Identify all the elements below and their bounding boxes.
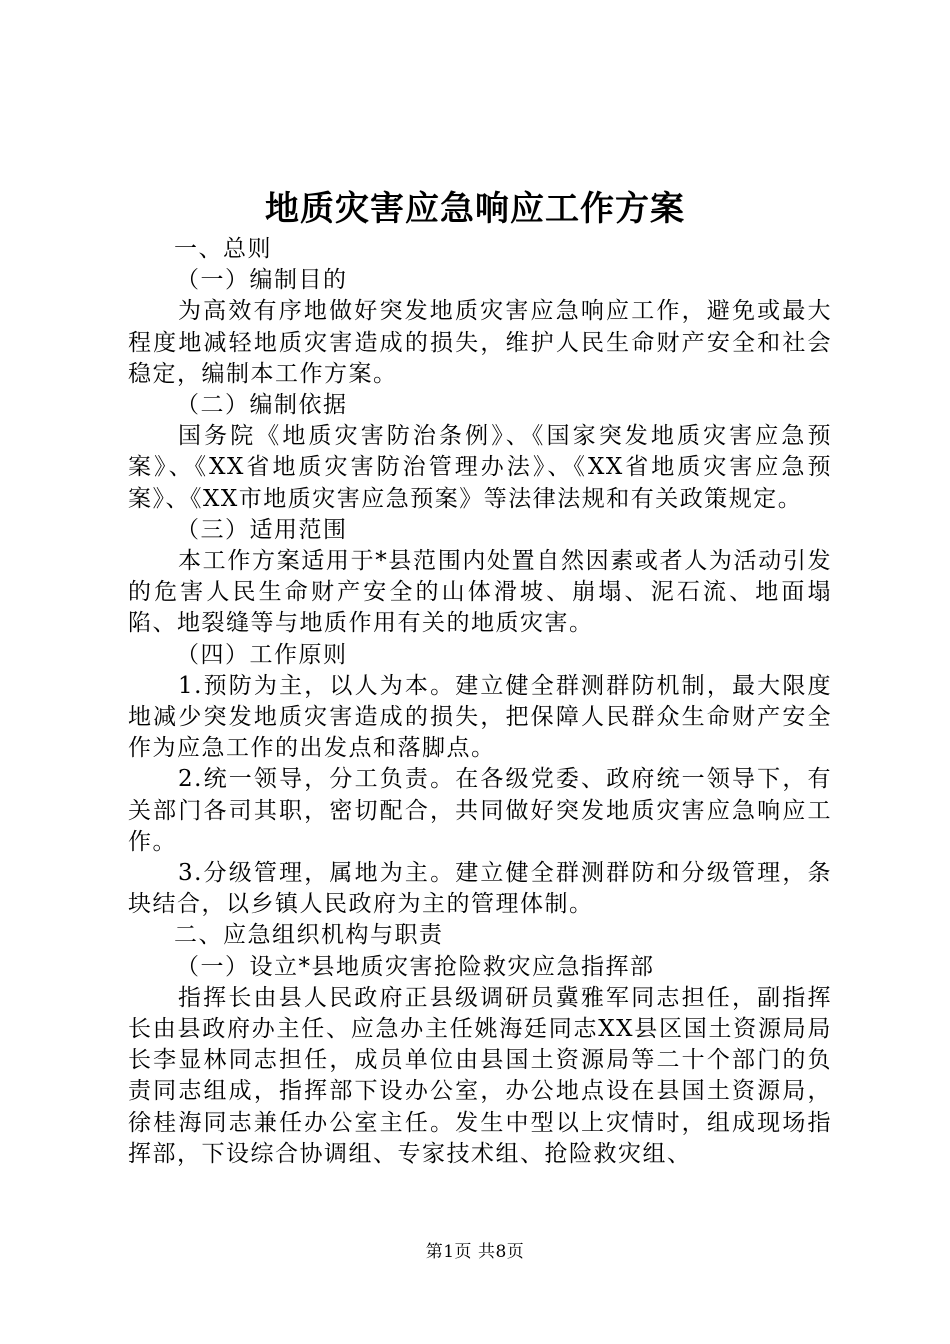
subsection-heading: （一）设立*县地质灾害抢险救灾应急指挥部: [176, 953, 655, 980]
body-paragraph: 2.统一领导，分工负责。在各级党委、政府统一领导下，有关部门各司其职，密切配合，共同做好突发地质灾害应急响应工作。: [128, 766, 832, 855]
body-paragraph: 为高效有序地做好突发地质灾害应急响应工作，避免或最大程度地减轻地质灾害造成的损失，维护人民生命财产安全和社会稳定，编制本工作方案。: [128, 298, 832, 387]
subsection-heading: （四）工作原则: [176, 641, 348, 668]
document-body: [128, 234, 832, 1170]
page-number-footer: 第1页 共8页: [425, 1242, 525, 1262]
section-heading: 一、总则: [174, 236, 272, 262]
body-paragraph: 本工作方案适用于*县范围内处置自然因素或者人为活动引发的危害人民生命财产安全的山体滑坡、崩塌、泥石流、地面塌陷、地裂缝等与地质作用有关的地质灾害。: [128, 548, 832, 637]
body-paragraph: 国务院《地质灾害防治条例》、《国家突发地质灾害应急预案》、《XX省地质灾害防治管理办法》、《XX省地质灾害应急预案》、《XX市地质灾害应急预案》等法律法规和有关政策规定。: [128, 423, 832, 512]
body-paragraph: 3.分级管理，属地为主。建立健全群测群防和分级管理，条块结合，以乡镇人民政府为主的管理体制。: [128, 860, 832, 918]
subsection-heading: （二）编制依据: [176, 392, 348, 419]
subsection-heading: （一）编制目的: [176, 267, 348, 294]
subsection-heading: （三）适用范围: [176, 516, 348, 543]
page-title: 地质灾害应急响应工作方案: [265, 189, 685, 229]
body-paragraph: 1.预防为主，以人为本。建立健全群测群防机制，最大限度地减少突发地质灾害造成的损失，把保障人民群众生命财产安全作为应急工作的出发点和落脚点。: [128, 672, 832, 762]
body-paragraph: 指挥长由县人民政府正县级调研员冀雅军同志担任，副指挥长由县政府办主任、应急办主任姚海廷同志XX县区国土资源局局长李显林同志担任，成员单位由县国土资源局等二十个部门的负责同志组成，指挥部下设办公室，办公地点设在县国土资源局，徐桂海同志兼任办公室主任。发生中型以上灾情时，组成现场指挥部，下设综合协调组、专家技术组、抢险救灾组、: [128, 984, 832, 1167]
section-heading: 二、应急组织机构与职责: [174, 922, 444, 949]
